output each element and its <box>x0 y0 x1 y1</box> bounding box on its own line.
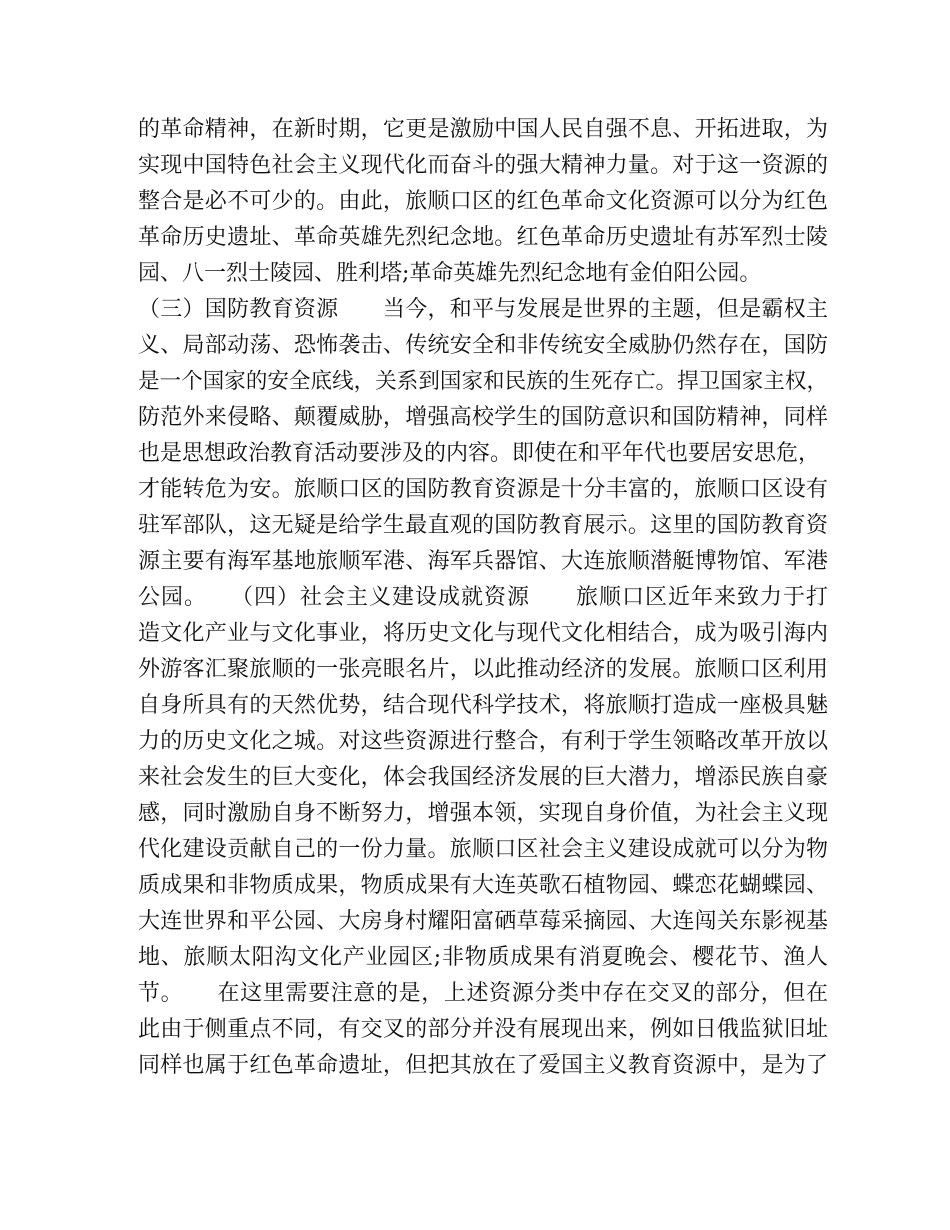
text-line: 外游客汇聚旅顺的一张亮眼名片，以此推动经济的发展。旅顺口区利用 <box>138 657 828 682</box>
text-line: 实现中国特色社会主义现代化而奋斗的强大精神力量。对于这一资源的 <box>138 153 828 178</box>
text-line: 整合是必不可少的。由此，旅顺口区的红色革命文化资源可以分为红色 <box>138 189 828 214</box>
text-line: 园、八一烈士陵园、胜利塔;革命英雄先烈纪念地有金伯阳公园。 <box>138 261 762 286</box>
text-line: 才能转危为安。旅顺口区的国防教育资源是十分丰富的，旅顺口区设有 <box>138 477 828 502</box>
text-line: 质成果和非物质成果，物质成果有大连英歌石植物园、蝶恋花蝴蝶园、 <box>138 873 828 898</box>
text-line: 此由于侧重点不同，有交叉的部分并没有展现出来，例如日俄监狱旧址 <box>138 1017 828 1042</box>
text-line: （三）国防教育资源 当今，和平与发展是世界的主题，但是霸权主 <box>138 297 828 322</box>
text-line: 驻军部队，这无疑是给学生最直观的国防教育展示。这里的国防教育资 <box>138 513 828 538</box>
text-line: 感，同时激励自身不断努力，增强本领，实现自身价值，为社会主义现 <box>138 801 828 826</box>
body-text <box>138 112 828 1084</box>
text-line: 同样也属于红色革命遗址，但把其放在了爱国主义教育资源中，是为了 <box>138 1053 828 1078</box>
text-line: 防范外来侵略、颠覆威胁，增强高校学生的国防意识和国防精神，同样 <box>138 405 828 430</box>
text-line: 代化建设贡献自己的一份力量。旅顺口区社会主义建设成就可以分为物 <box>138 837 828 862</box>
text-line: 是一个国家的安全底线，关系到国家和民族的生死存亡。捍卫国家主权， <box>138 369 828 394</box>
text-line: 的革命精神，在新时期，它更是激励中国人民自强不息、开拓进取，为 <box>138 117 828 142</box>
text-line: 节。 在这里需要注意的是，上述资源分类中存在交叉的部分，但在 <box>138 981 828 1006</box>
text-line: 革命历史遗址、革命英雄先烈纪念地。红色革命历史遗址有苏军烈士陵 <box>138 225 828 250</box>
text-line: 也是思想政治教育活动要涉及的内容。即使在和平年代也要居安思危， <box>138 441 821 466</box>
text-line: 造文化产业与文化事业，将历史文化与现代文化相结合，成为吸引海内 <box>138 621 828 646</box>
text-line: 源主要有海军基地旅顺军港、海军兵器馆、大连旅顺潜艇博物馆、军港 <box>138 549 828 574</box>
text-line: 地、旅顺太阳沟文化产业园区;非物质成果有消夏晚会、樱花节、渔人 <box>138 945 828 970</box>
text-line: 大连世界和平公园、大房身村耀阳富硒草莓采摘园、大连闯关东影视基 <box>138 909 828 934</box>
text-line: 义、局部动荡、恐怖袭击、传统安全和非传统安全威胁仍然存在，国防 <box>138 333 828 358</box>
text-line: 公园。 （四）社会主义建设成就资源 旅顺口区近年来致力于打 <box>138 585 828 610</box>
text-line: 自身所具有的天然优势，结合现代科学技术，将旅顺打造成一座极具魅 <box>138 693 828 718</box>
text-line: 力的历史文化之城。对这些资源进行整合，有利于学生领略改革开放以 <box>138 729 828 754</box>
text-line: 来社会发生的巨大变化，体会我国经济发展的巨大潜力，增添民族自豪 <box>138 765 828 790</box>
